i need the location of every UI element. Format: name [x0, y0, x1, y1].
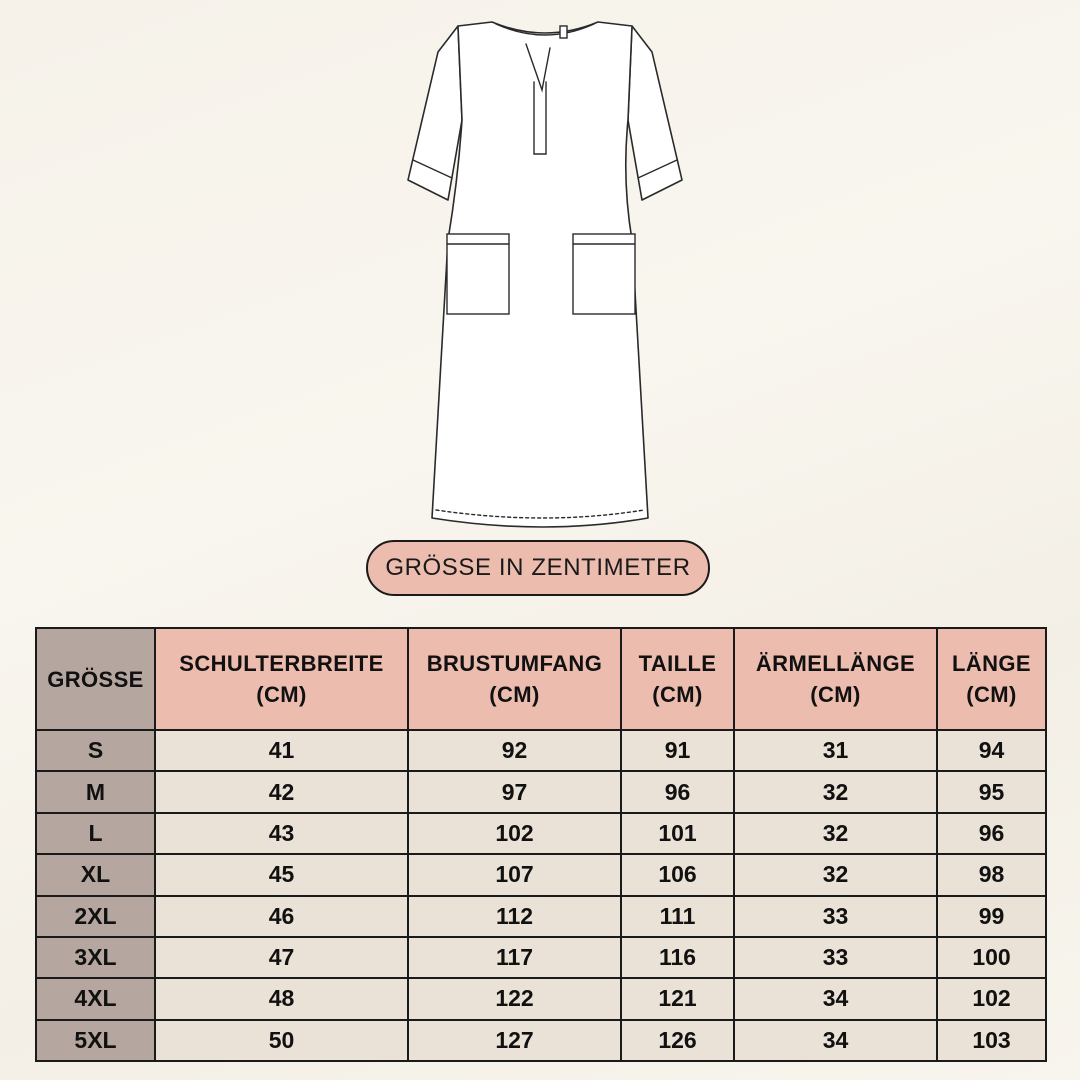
table-row [36, 978, 1046, 1019]
size-rows [36, 730, 1046, 1061]
schulterbreite-cell: 45 [155, 854, 408, 895]
header-groesse [36, 628, 155, 730]
right-sleeve [628, 26, 682, 200]
header-unit: (CM) [810, 682, 861, 707]
brustumfang-cell: 102 [408, 813, 621, 854]
brustumfang-cell: 92 [408, 730, 621, 771]
header-label: SCHULTERBREITE [179, 651, 384, 676]
header-unit: (CM) [652, 682, 703, 707]
schulterbreite-cell: 43 [155, 813, 408, 854]
laenge-cell: 98 [937, 854, 1046, 895]
aermellaenge-cell: 34 [734, 1020, 937, 1061]
aermellaenge-cell: 31 [734, 730, 937, 771]
laenge-cell: 99 [937, 896, 1046, 937]
table-row [36, 937, 1046, 978]
table-row [36, 854, 1046, 895]
taille-cell: 96 [621, 771, 734, 812]
schulterbreite-cell: 48 [155, 978, 408, 1019]
left-pocket [447, 234, 509, 314]
header-brustumfang [408, 628, 621, 730]
size-label: 4XL [36, 978, 155, 1019]
aermellaenge-cell: 33 [734, 937, 937, 978]
schulterbreite-cell: 41 [155, 730, 408, 771]
aermellaenge-cell: 34 [734, 978, 937, 1019]
schulterbreite-cell: 42 [155, 771, 408, 812]
left-sleeve [408, 26, 462, 200]
aermellaenge-cell: 32 [734, 813, 937, 854]
laenge-cell: 103 [937, 1020, 1046, 1061]
header-schulterbreite [155, 628, 408, 730]
schulterbreite-cell: 47 [155, 937, 408, 978]
header-laenge [937, 628, 1046, 730]
header-label: LÄNGE [952, 651, 1031, 676]
brustumfang-cell: 97 [408, 771, 621, 812]
dress-illustration [400, 10, 690, 540]
laenge-cell: 95 [937, 771, 1046, 812]
aermellaenge-cell: 33 [734, 896, 937, 937]
header-unit: (CM) [966, 682, 1017, 707]
header-label: BRUSTUMFANG [426, 651, 603, 676]
schulterbreite-cell: 46 [155, 896, 408, 937]
laenge-cell: 102 [937, 978, 1046, 1019]
size-label: S [36, 730, 155, 771]
table-row [36, 771, 1046, 812]
badge-label: GRÖSSE IN ZENTIMETER [385, 554, 691, 581]
size-chart-table [35, 627, 1047, 1062]
size-label: 2XL [36, 896, 155, 937]
brustumfang-cell: 107 [408, 854, 621, 895]
right-pocket [573, 234, 635, 314]
header-unit: (CM) [489, 682, 540, 707]
laenge-cell: 100 [937, 937, 1046, 978]
size-label: L [36, 813, 155, 854]
table-row [36, 813, 1046, 854]
aermellaenge-cell: 32 [734, 771, 937, 812]
table-row [36, 1020, 1046, 1061]
header-label: TAILLE [638, 651, 717, 676]
laenge-cell: 96 [937, 813, 1046, 854]
header-unit: (CM) [256, 682, 307, 707]
brustumfang-cell: 127 [408, 1020, 621, 1061]
size-label: 5XL [36, 1020, 155, 1061]
laenge-cell: 94 [937, 730, 1046, 771]
taille-cell: 116 [621, 937, 734, 978]
header-label: GRÖSSE [47, 666, 144, 692]
taille-cell: 101 [621, 813, 734, 854]
brustumfang-cell: 122 [408, 978, 621, 1019]
table-header-row [36, 628, 1046, 730]
header-taille [621, 628, 734, 730]
taille-cell: 126 [621, 1020, 734, 1061]
table-row [36, 896, 1046, 937]
taille-cell: 106 [621, 854, 734, 895]
size-unit-badge [366, 540, 710, 596]
header-label: ÄRMELLÄNGE [755, 651, 916, 676]
table-row [36, 730, 1046, 771]
taille-cell: 91 [621, 730, 734, 771]
taille-cell: 111 [621, 896, 734, 937]
taille-cell: 121 [621, 978, 734, 1019]
size-label: XL [36, 854, 155, 895]
schulterbreite-cell: 50 [155, 1020, 408, 1061]
neck-label [560, 26, 567, 38]
size-label: 3XL [36, 937, 155, 978]
size-label: M [36, 771, 155, 812]
header-aermellaenge [734, 628, 937, 730]
brustumfang-cell: 112 [408, 896, 621, 937]
brustumfang-cell: 117 [408, 937, 621, 978]
aermellaenge-cell: 32 [734, 854, 937, 895]
